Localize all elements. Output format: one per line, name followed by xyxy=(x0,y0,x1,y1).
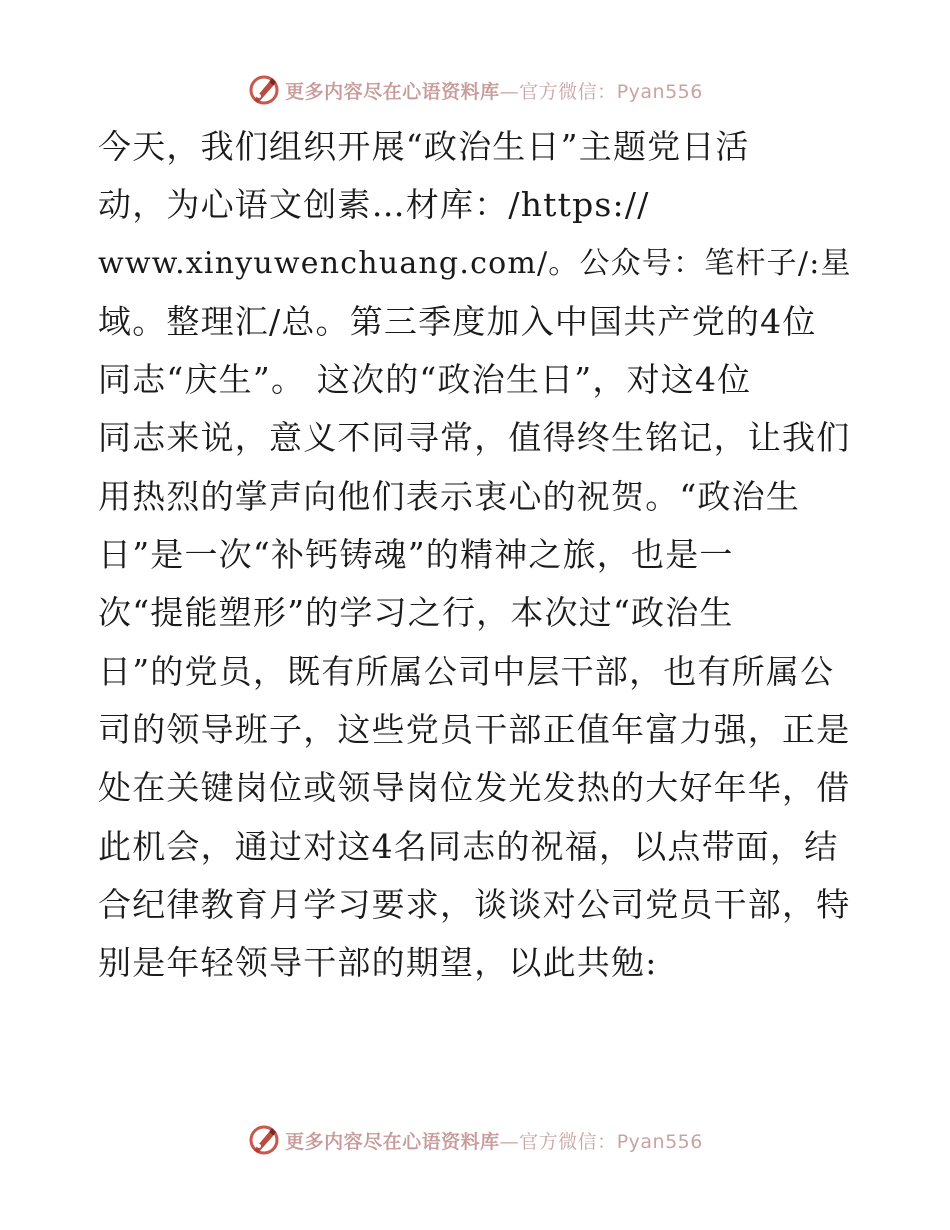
body-line-12: 处在关键岗位或领导岗位发光发热的大好年华，借 xyxy=(98,768,851,808)
body-line-8: 日”是一次“补钙铸魂”的精神之旅，也是一 xyxy=(98,535,734,575)
body-line-14: 合纪律教育月学习要求，谈谈对公司党员干部，特 xyxy=(98,884,851,924)
body-line-2: 动，为心语文创素…材库：/https:// xyxy=(98,185,650,225)
watermark-text xyxy=(285,1127,703,1154)
body-line-5: 同志“庆生”。 这次的“政治生日”，对这4位 xyxy=(98,360,752,400)
body-line-10: 日”的党员，既有所属公司中层干部，也有所属公 xyxy=(98,651,835,691)
watermark-mid: 官方微信： xyxy=(519,80,617,103)
watermark-account: Pyan556 xyxy=(616,80,703,103)
body-line-13: 此机会，通过对这4名同志的祝福，以点带面，结 xyxy=(98,826,839,866)
watermark-account: Pyan556 xyxy=(616,1130,703,1153)
pen-logo-icon xyxy=(247,1123,281,1157)
watermark-text xyxy=(285,77,703,104)
body-line-3: www.xinyuwenchuang.com/。公众号：笔杆子/:星 xyxy=(98,245,852,281)
footer-watermark xyxy=(0,1120,950,1160)
watermark-dash: — xyxy=(499,80,520,103)
header-watermark xyxy=(0,70,950,110)
watermark-dash: — xyxy=(499,1130,520,1153)
pen-logo-icon xyxy=(247,73,281,107)
body-line-4: 域。整理汇/总。第三季度加入中国共产党的4位 xyxy=(98,301,817,341)
body-line-11: 司的领导班子，这些党员干部正值年富力强，正是 xyxy=(98,709,851,749)
body-line-15: 别是年轻领导干部的期望，以此共勉: xyxy=(98,943,658,983)
body-line-9: 次“提能塑形”的学习之行，本次过“政治生 xyxy=(98,593,734,633)
body-line-1: 今天，我们组织开展“政治生日”主题党日活 xyxy=(98,127,750,166)
body-line-6: 同志来说，意义不同寻常，值得终生铭记，让我们 xyxy=(98,418,851,458)
watermark-mid: 官方微信： xyxy=(519,1130,617,1153)
watermark-prefix: 更多内容尽在心语资料库 xyxy=(285,80,500,103)
watermark-prefix: 更多内容尽在心语资料库 xyxy=(285,1130,500,1153)
document-body xyxy=(98,118,858,992)
body-line-7: 用热烈的掌声向他们表示衷心的祝贺。“政治生 xyxy=(98,476,801,516)
